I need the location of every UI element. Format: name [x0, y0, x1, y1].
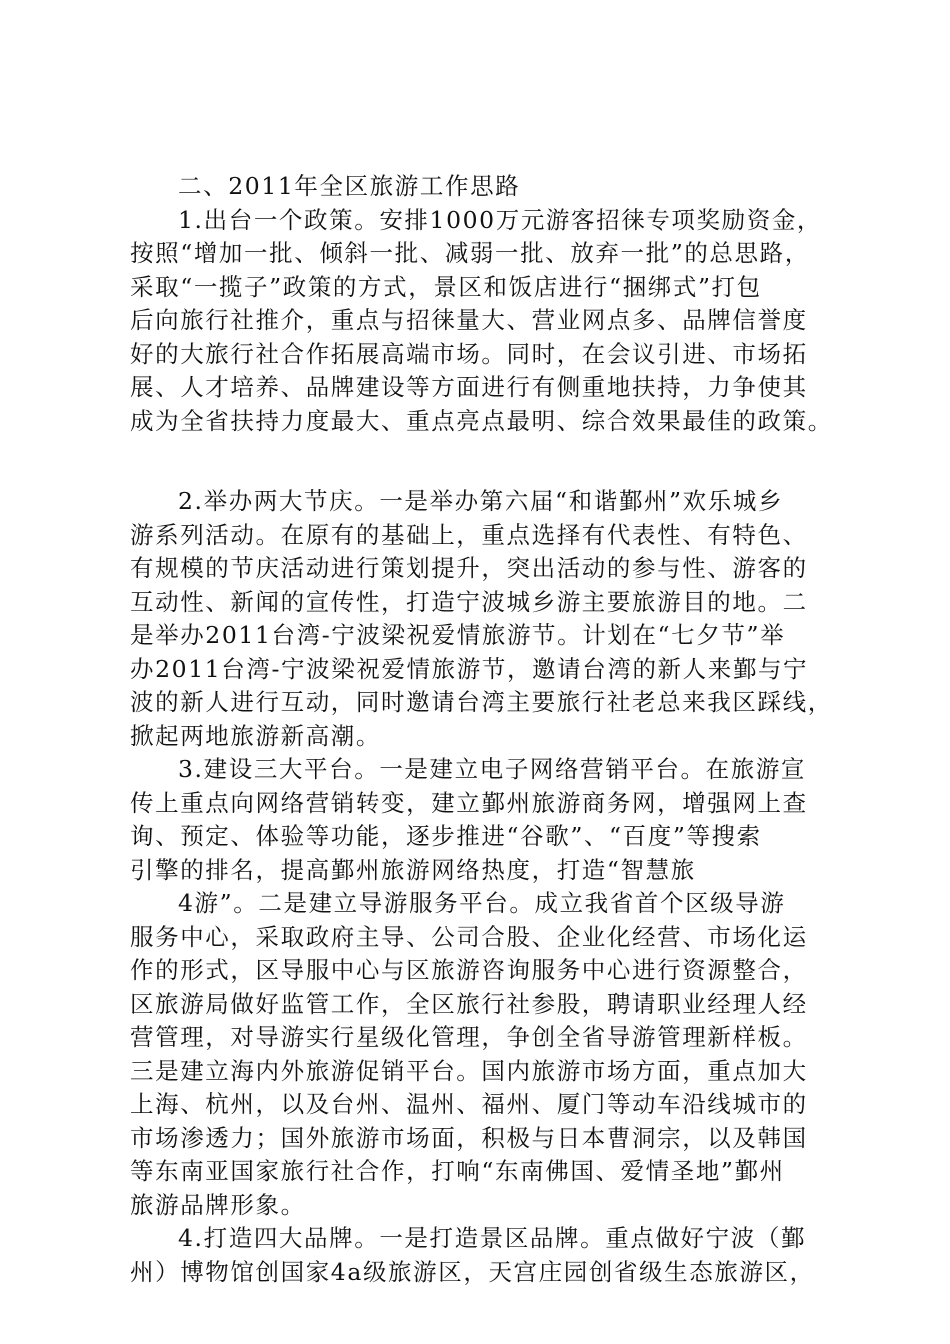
text-line: 好的大旅行社合作拓展高端市场。同时，在会议引进、市场拓	[130, 339, 808, 368]
text-line: 上海、杭州，以及台州、温州、福州、厦门等动车沿线城市的	[130, 1090, 808, 1118]
paragraph-gap	[130, 438, 842, 485]
text-line: 作的形式，区导服中心与区旅游咨询服务中心进行资源整合，	[130, 956, 808, 984]
text-line: 采取“一揽子”政策的方式，景区和饭店进行“捆绑式”打包	[130, 272, 762, 301]
text-line: 互动性、新闻的宣传性，打造宁波城乡游主要旅游目的地。二	[130, 587, 808, 616]
text-line: 三是建立海内外旅游促销平台。国内旅游市场方面，重点加大	[130, 1056, 808, 1085]
text-line: 3.建设三大平台。一是建立电子网络营销平台。在旅游宣	[178, 755, 807, 783]
text-line: 区旅游局做好监管工作，全区旅行社参股，聘请职业经理人经	[130, 989, 808, 1018]
text-line: 办2011台湾-宁波梁祝爱情旅游节，邀请台湾的新人来鄞与宁	[130, 654, 809, 683]
section-heading: 二、2011年全区旅游工作思路	[178, 172, 521, 200]
text-line: 市场渗透力；国外旅游市场面，积极与日本曹洞宗，以及韩国	[130, 1123, 808, 1152]
text-line: 营管理，对导游实行星级化管理，争创全省导游管理新样板。	[130, 1023, 808, 1051]
text-line: 按照“增加一批、倾斜一批、减弱一批、放弃一批”的总思路，	[130, 239, 810, 267]
text-line: 成为全省扶持力度最大、重点亮点最明、综合效果最佳的政策。	[130, 406, 833, 435]
text-line: 4.打造四大品牌。一是打造景区品牌。重点做好宁波（鄞	[178, 1224, 807, 1252]
text-line: 是举办2011台湾-宁波梁祝爱情旅游节。计划在“七夕节”举	[130, 621, 786, 649]
document-body	[130, 170, 842, 1289]
text-line: 波的新人进行互动，同时邀请台湾主要旅行社老总来我区踩线，	[130, 688, 833, 716]
paragraph-policy	[130, 204, 842, 439]
text-line: 展、人才培养、品牌建设等方面进行有侧重地扶持，力争使其	[130, 373, 808, 401]
text-line: 后向旅行社推介，重点与招徕量大、营业网点多、品牌信誉度	[130, 306, 808, 334]
paragraph-brands	[130, 1222, 842, 1289]
paragraph-festivals	[130, 485, 842, 753]
text-line: 传上重点向网络营销转变，建立鄞州旅游商务网，增强网上查	[130, 788, 808, 817]
text-line: 旅游品牌形象。	[130, 1190, 306, 1219]
paragraph-platforms-continued	[130, 887, 842, 1222]
text-line: 有规模的节庆活动进行策划提升，突出活动的参与性、游客的	[130, 554, 808, 582]
text-line: 游系列活动。在原有的基础上，重点选择有代表性、有特色、	[130, 520, 808, 549]
text-line: 2.举办两大节庆。一是举办第六届“和谐鄞州”欢乐城乡	[178, 487, 784, 515]
text-line: 服务中心，采取政府主导、公司合股、企业化经营、市场化运	[130, 922, 808, 951]
text-line: 询、预定、体验等功能，逐步推进“谷歌”、“百度”等搜索	[130, 822, 762, 850]
paragraph-platforms	[130, 753, 842, 887]
text-line: 州）博物馆创国家4a级旅游区，天宫庄园创省级生态旅游区，	[130, 1257, 815, 1286]
text-line: 掀起两地旅游新高潮。	[130, 721, 381, 750]
text-line: 1.出台一个政策。安排1000万元游客招徕专项奖励资金，	[178, 205, 823, 234]
text-line: 引擎的排名，提高鄞州旅游网络热度，打造“智慧旅	[130, 855, 696, 884]
text-line: 等东南亚国家旅行社合作，打响“东南佛国、爱情圣地”鄞州	[130, 1157, 785, 1185]
text-line: 4游”。二是建立导游服务平台。成立我省首个区级导游	[178, 889, 786, 917]
